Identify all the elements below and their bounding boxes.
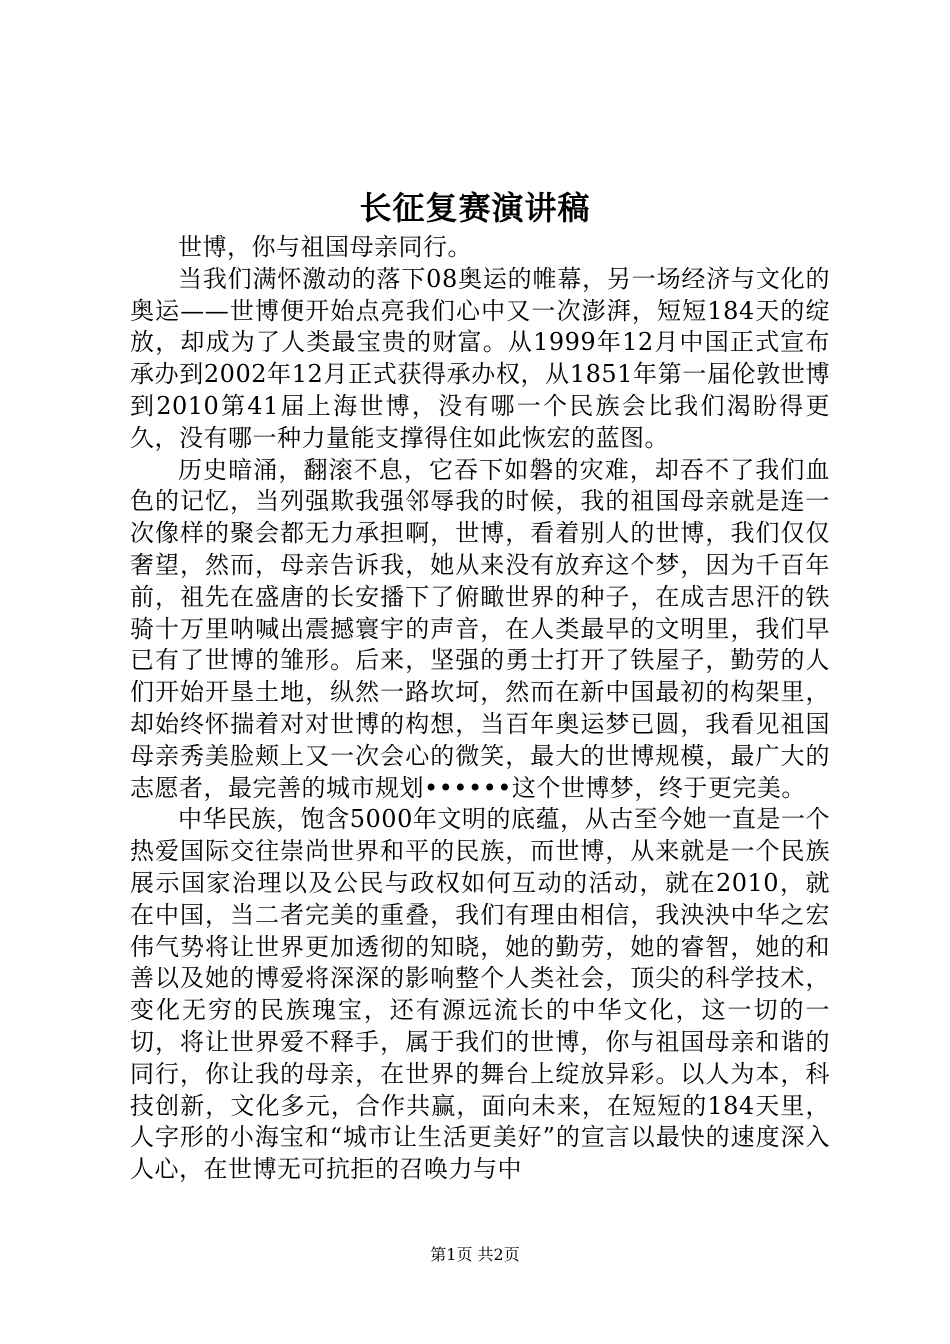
paragraph-2: 当我们满怀激动的落下08奥运的帷幕，另一场经济与文化的奥运——世博便开始点亮我们心中又一次澎湃，短短184天的绽放，却成为了人类最宝贵的财富。从1999年12月中国正式宣布承办到2002年12月正式获得承办权，从1851年第一届伦敦世博到2010第41届上海世博，没有哪一个民族会比我们渴盼得更久，没有哪一种力量能支撑得住如此恢宏的蓝图。 [130,264,830,452]
document-body [130,232,830,1186]
paragraph-3: 历史暗涌，翻滚不息，它吞下如磐的灾难，却吞不了我们血色的记忆，当列强欺我强邻辱我的时候，我的祖国母亲就是连一次像样的聚会都无力承担啊，世博，看着别人的世博，我们仅仅奢望，然而，母亲告诉我，她从来没有放弃这个梦，因为千百年前，祖先在盛唐的长安播下了俯瞰世界的种子，在成吉思汗的铁骑十万里呐喊出震撼寰宇的声音，在人类最早的文明里，我们早已有了世博的雏形。后来，坚强的勇士打开了铁屋子，勤劳的人们开始开垦土地，纵然一路坎坷，然而在新中国最初的构架里，却始终怀揣着对对世博的构想，当百年奥运梦已圆，我看见祖国母亲秀美脸颊上又一次会心的微笑，最大的世博规模，最广大的志愿者，最完善的城市规划••••••这个世博梦，终于更完美。 [130,455,830,802]
document-title: 长征复赛演讲稿 [359,189,591,227]
paragraph-4: 中华民族，饱含5000年文明的底蕴，从古至今她一直是一个热爱国际交往崇尚世界和平的民族，而世博，从来就是一个民族展示国家治理以及公民与政权如何互动的活动，就在2010，就在中国，当二者完美的重叠，我们有理由相信，我泱泱中华之宏伟气势将让世界更加透彻的知晓，她的勤劳，她的睿智，她的和善以及她的博爱将深深的影响整个人类社会，顶尖的科学技术，变化无穷的民族瑰宝，还有源远流长的中华文化，这一切的一切，将让世界爱不释手，属于我们的世博，你与祖国母亲和谐的同行，你让我的母亲，在世界的舞台上绽放异彩。以人为本，科技创新，文化多元，合作共赢，面向未来，在短短的184天里，人字形的小海宝和“城市让生活更美好”的宣言以最快的速度深入人心，在世博无可抗拒的召唤力与中 [130,805,830,1184]
page-number-footer: 第1页 共2页 [430,1245,520,1264]
paragraph-1: 世博，你与祖国母亲同行。 [178,233,472,261]
